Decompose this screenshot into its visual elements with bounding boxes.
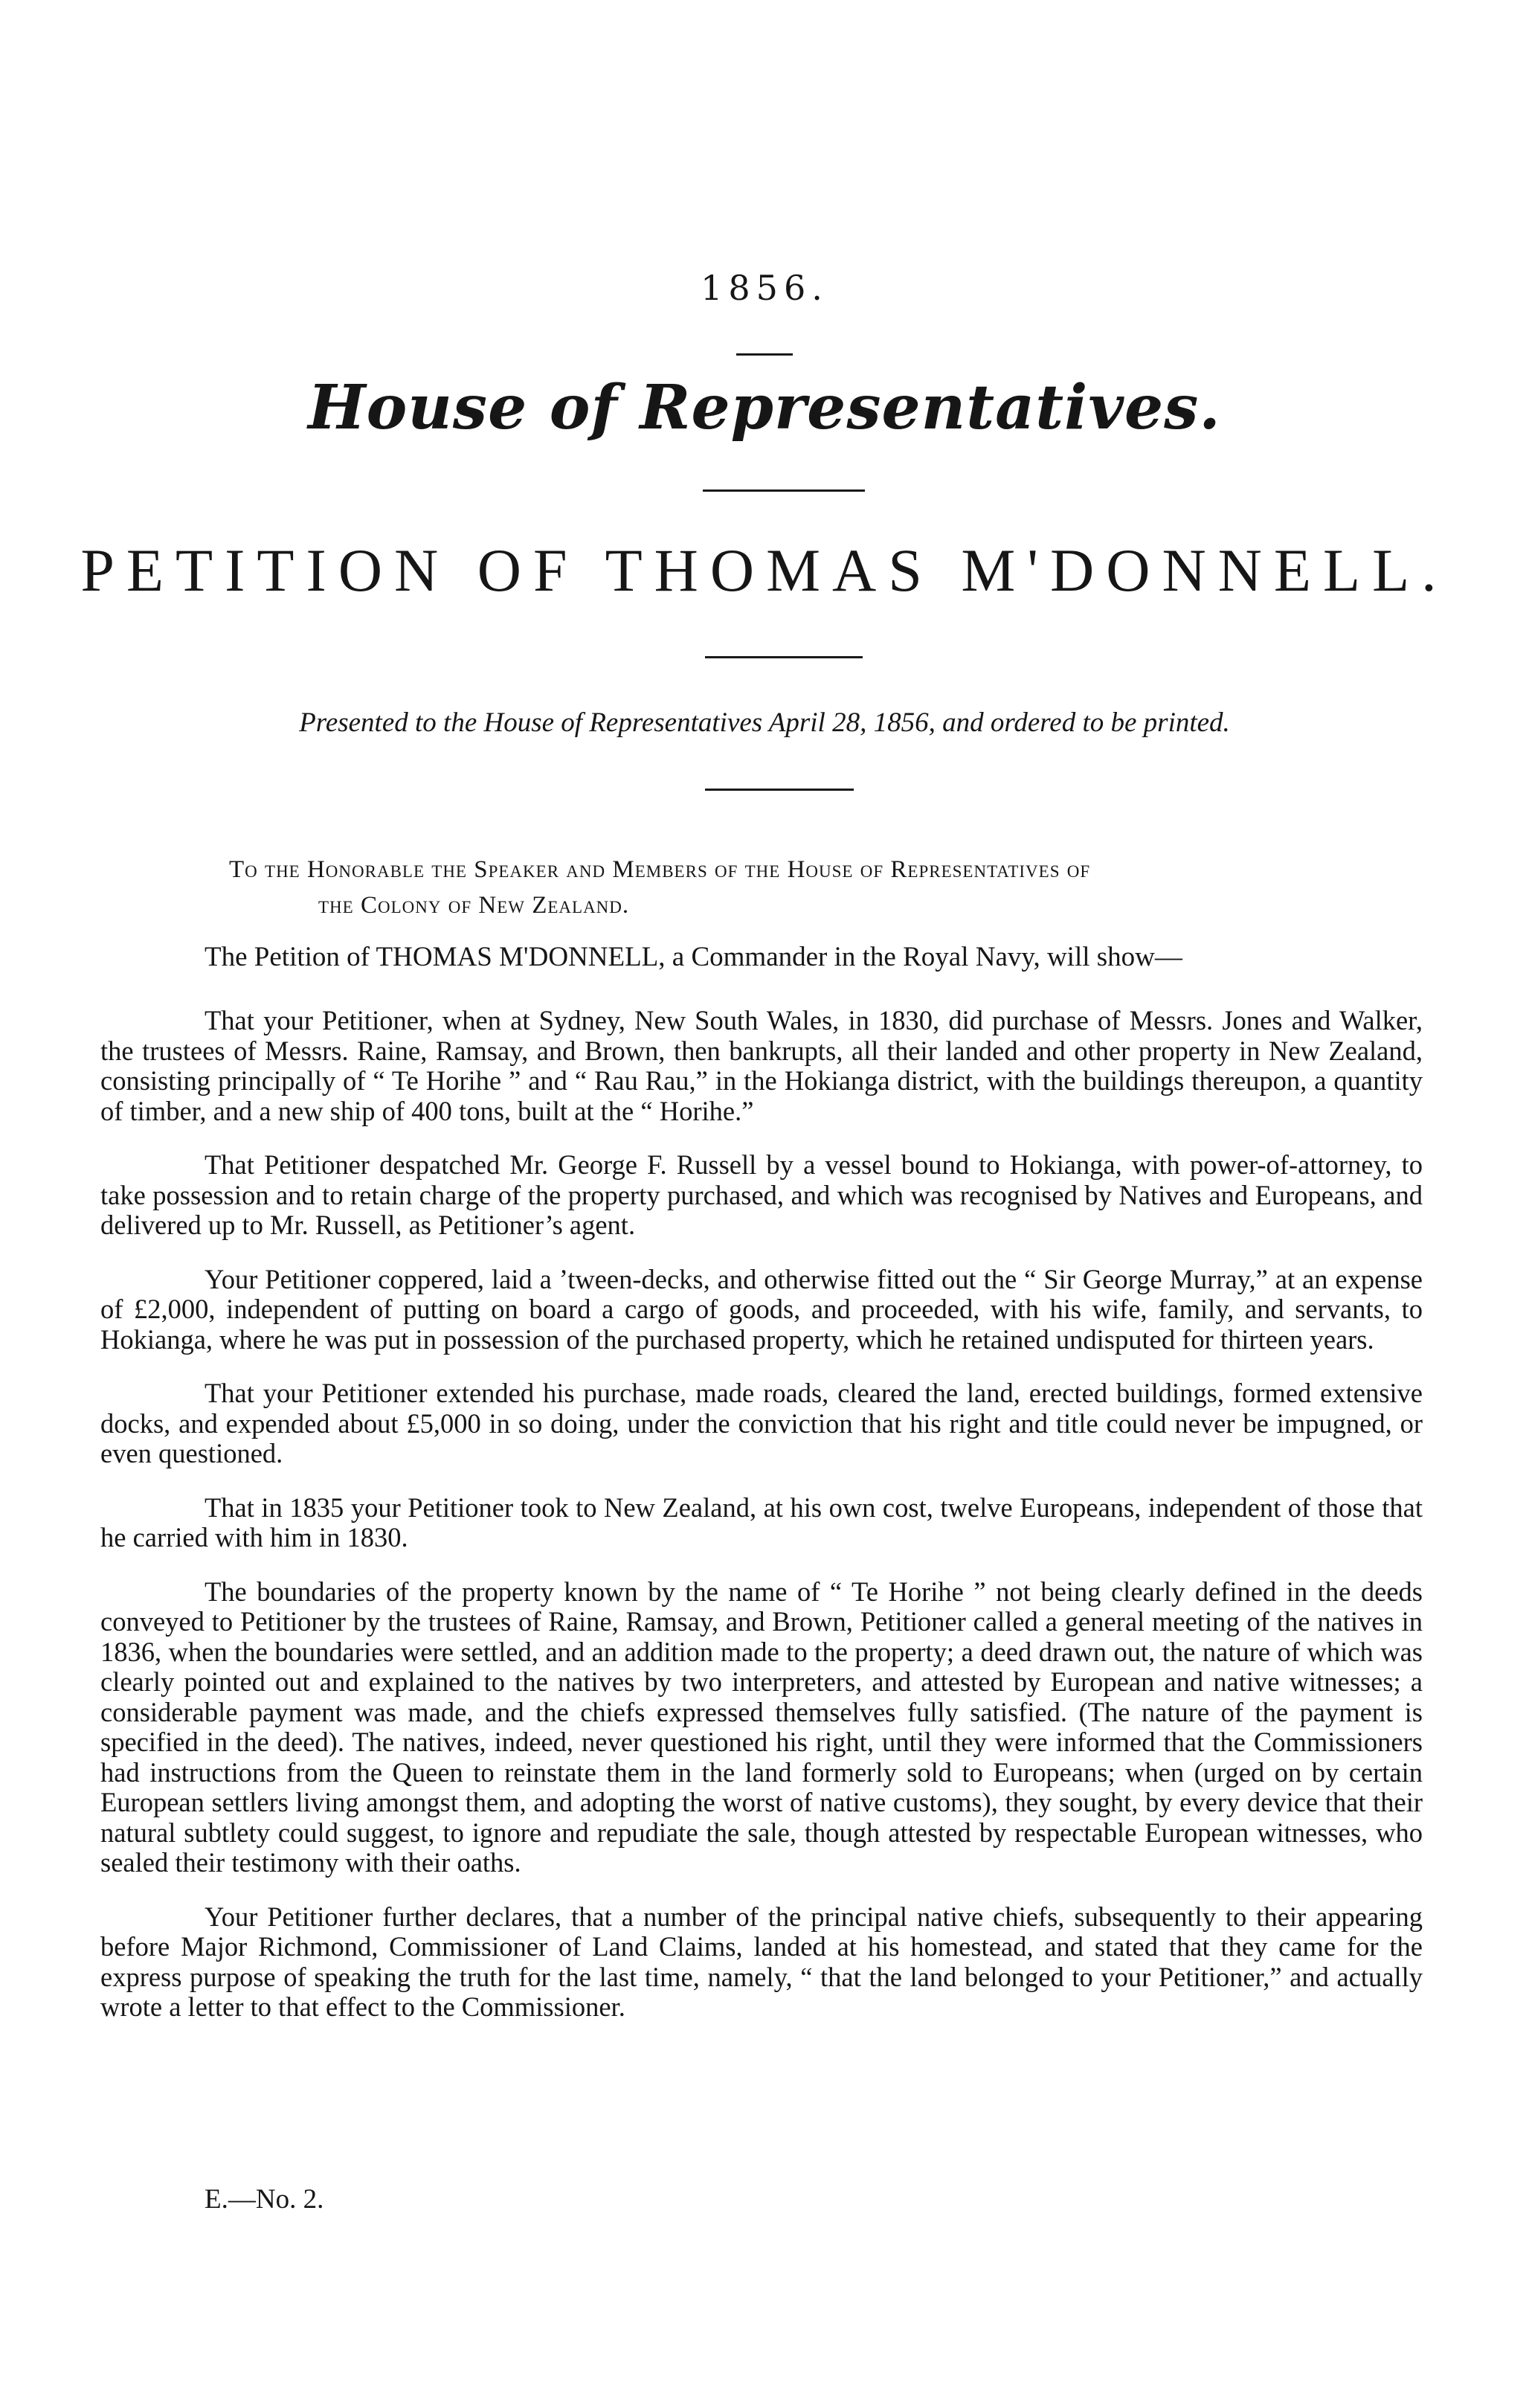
address-line-1: To the Honorable the Speaker and Members of the House of Representatives of [229, 856, 1091, 883]
house-heading: House of Representatives. [308, 372, 1221, 443]
divider-rule-4 [705, 789, 854, 791]
divider-rule-1 [736, 353, 793, 356]
year-heading: 1856. [701, 268, 828, 308]
document-title: PETITION OF THOMAS M'DONNELL. [80, 536, 1449, 604]
paragraph: Your Petitioner coppered, laid a ’tween-decks, and otherwise fitted out the “ Sir George Murray,” at an expense of £2,000, independent of putting on board a cargo of goods, and proceeded, with his wife, family, and servants, to Hokianga, where he was put in possession of the purchased property, which he retained undisputed for thirteen years. [100, 1263, 1423, 1355]
petition-intro: The Petition of THOMAS M'DONNELL, a Commander in the Royal Navy, will show— [205, 942, 1182, 972]
presented-note: Presented to the House of Representatives April 28, 1856, and ordered to be printed. [299, 707, 1230, 738]
paragraph: Your Petitioner further declares, that a number of the principal native chiefs, subsequently to their appearing before Major Richmond, Commissioner of Land Claims, landed at his homestead, and stated that they came for the express purpose of speaking the truth for the last time, namely, “ that the land belonged to your Petitioner,” and actually wrote a letter to that effect to the Commissioner. [100, 1901, 1423, 2022]
address-line-2: the Colony of New Zealand. [318, 892, 630, 919]
paragraph: That your Petitioner, when at Sydney, New South Wales, in 1830, did purchase of Messrs. Jones and Walker, the trustees of Messrs. Raine, Ramsay, and Brown, then bankrupts, all their landed and other property in New Zealand, consisting principally of “ Te Horihe ” and “ Rau Rau,” in the Hokianga district, with the buildings thereupon, a quantity of timber, and a new ship of 400 tons, built at the “ Horihe.” [100, 1005, 1423, 1126]
document-reference: E.—No. 2. [205, 2184, 324, 2215]
divider-rule-2 [703, 489, 865, 492]
paragraph: That your Petitioner extended his purchase, made roads, cleared the land, erected buildings, formed extensive docks, and expended about £5,000 in so doing, under the conviction that his right and title could never be impugned, or even questioned. [100, 1378, 1423, 1468]
divider-rule-3 [705, 656, 863, 658]
paragraph: The boundaries of the property known by the name of “ Te Horihe ” not being clearly defined in the deeds conveyed to Petitioner by the trustees of Raine, Ramsay, and Brown, Petitioner called a general meeting of the natives in 1836, when the boundaries were settled, and an addition made to the property; a deed drawn out, the nature of which was clearly pointed out and explained to the natives by two interpreters, and attested by European and native witnesses; a considerable payment was made, and the chiefs expressed themselves fully satisfied. (The nature of the payment is specified in the deed). The natives, indeed, never questioned his right, until they were informed that the Commissioners had instructions from the Queen to reinstate them in the land formerly sold to Europeans; when (urged on by certain European settlers living amongst them, and adopting the worst of native customs), they sought, by every device that their natural subtlety could suggest, to ignore and repudiate the sale, though attested by respectable European witnesses, who sealed their testimony with their oaths. [100, 1576, 1423, 1878]
petition-address [229, 852, 1419, 923]
petition-body [100, 1006, 1423, 2046]
paragraph: That in 1835 your Petitioner took to New Zealand, at his own cost, twelve Europeans, independent of those that he carried with him in 1830. [100, 1492, 1423, 1553]
paragraph: That Petitioner despatched Mr. George F. Russell by a vessel bound to Hokianga, with power-of-attorney, to take possession and to retain charge of the property purchased, and which was recognised by Natives and Europeans, and delivered up to Mr. Russell, as Petitioner’s agent. [100, 1149, 1423, 1240]
